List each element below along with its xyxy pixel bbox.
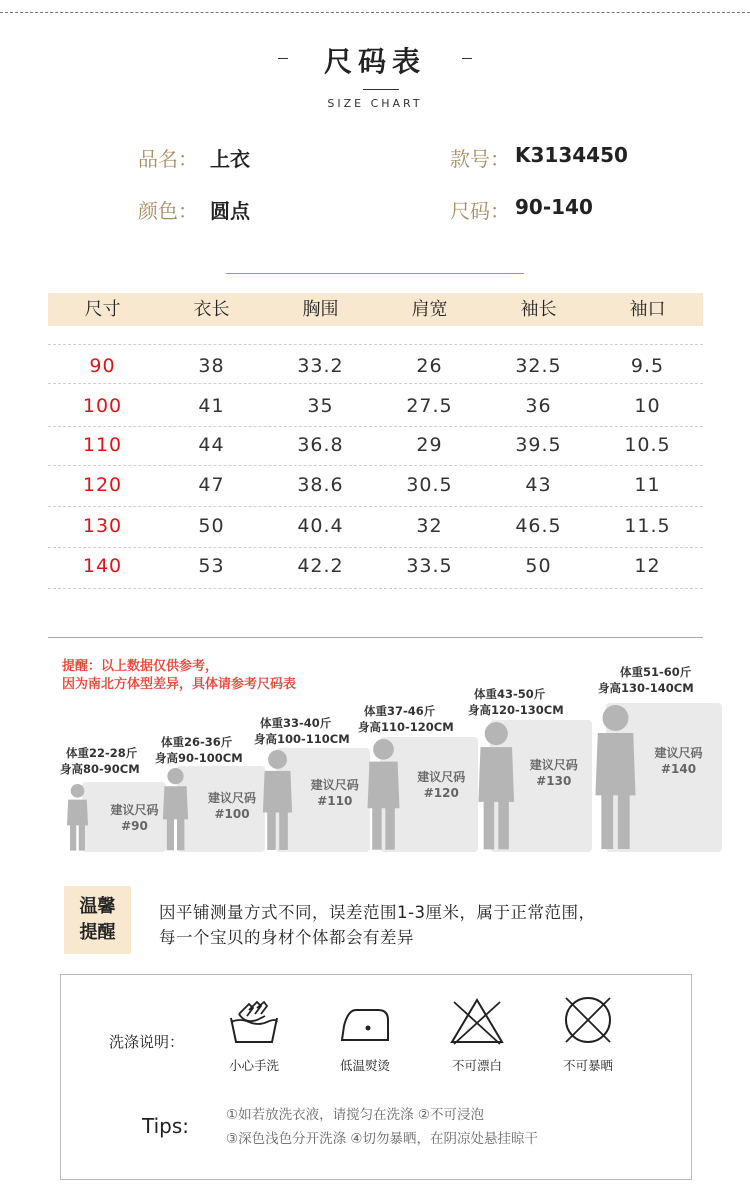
tips-line-2: ③深色浅色分开洗涤 ④切勿暴晒，在阴凉处悬挂晾干 [226,1131,538,1147]
low-iron-label: 低温熨烫 [339,1058,390,1073]
page-subtitle: SIZE CHART [327,97,423,110]
cell-sleeve: 43 [525,474,552,496]
suggest-label: 建议尺码 [529,757,578,772]
product-code-label: 款号： [450,147,510,171]
cell-length: 50 [198,515,225,537]
cell-size: 110 [82,434,123,456]
col-header-cuff: 袖口 [629,299,666,320]
warm-tip-text-1: 因平铺测量方式不同，误差范围1-3厘米，属于正常范围， [159,903,596,922]
child-silhouette-icon [586,703,645,852]
tips-line-1: ①如若放洗衣液，请搅匀在洗涤 ②不可浸泡 [226,1107,484,1123]
kid-weight-label: 体重26-36斤 [161,735,233,749]
kid-height-label: 身高130-140CM [598,681,694,695]
cell-size: 100 [82,395,123,417]
col-header-shoulder: 肩宽 [411,299,448,320]
hand-wash-icon [209,996,299,1052]
col-header-length: 衣长 [193,299,230,320]
suggest-label: 建议尺码 [207,791,256,806]
suggest-label: 建议尺码 [310,778,359,793]
table-row [48,388,703,428]
cell-shoulder: 32 [416,515,443,537]
gold-divider [226,273,524,274]
cell-length: 53 [198,555,225,577]
col-header-sleeve: 袖长 [520,299,557,320]
product-color-value: 圆点 [210,199,250,223]
row-divider [48,344,703,345]
notice-line-2: 因为南北方体型差异，具体请参考尺码表 [62,677,297,692]
cell-sleeve: 32.5 [515,355,562,377]
suggest-size-value: #110 [317,794,353,809]
kid-suggest-size [635,745,722,777]
care-title: 洗涤说明： [109,1033,185,1051]
kid-suggest-size [516,757,593,789]
warm-tip-text-2: 每一个宝贝的身材个体都会有差异 [159,928,414,947]
cell-cuff: 10.5 [624,434,671,456]
cell-sleeve: 46.5 [515,515,562,537]
cell-length: 38 [198,355,225,377]
cell-cuff: 11 [634,474,661,496]
cell-size: 120 [82,474,123,496]
row-divider [48,383,703,384]
cell-chest: 42.2 [297,555,344,577]
kid-weight-label: 体重51-60斤 [620,665,692,679]
low-iron-icon [320,996,410,1052]
title-right-dash [462,58,472,59]
cell-shoulder: 29 [416,434,443,456]
warm-tip-label-1: 温馨 [79,896,116,917]
no-bleach-label: 不可漂白 [451,1058,502,1073]
size-table-header [48,293,703,326]
kid-weight-label: 体重22-28斤 [66,746,138,760]
table-row [48,508,703,548]
title-left-dash [278,58,288,59]
cell-shoulder: 26 [416,355,443,377]
notice-line-1: 提醒：以上数据仅供参考， [62,659,219,674]
cell-chest: 36.8 [297,434,344,456]
cell-sleeve: 39.5 [515,434,562,456]
cell-length: 47 [198,474,225,496]
suggest-label: 建议尺码 [417,770,466,785]
suggest-size-value: #100 [214,807,250,822]
kid-weight-label: 体重37-46斤 [364,704,436,718]
tips-label: Tips: [142,1114,190,1138]
kid-height-label: 身高100-110CM [254,732,350,746]
no-tumble-dry-icon [543,992,633,1052]
cell-chest: 35 [307,395,334,417]
title-block [0,40,750,84]
title-underline [363,89,399,90]
kid-height-label: 身高80-90CM [60,762,140,776]
row-divider [48,588,703,589]
suggest-size-value: #130 [536,773,572,788]
col-header-chest: 胸围 [302,299,339,320]
product-color-label: 颜色： [138,199,198,223]
cell-chest: 33.2 [297,355,344,377]
cell-size: 140 [82,555,123,577]
hand-wash-label: 小心手洗 [228,1058,279,1073]
kid-weight-label: 体重33-40斤 [260,716,332,730]
suggest-label: 建议尺码 [110,802,159,817]
suggest-label: 建议尺码 [654,745,703,760]
row-divider [48,506,703,507]
child-silhouette-icon [157,766,194,852]
suggest-size-value: #140 [660,761,697,776]
gray-divider [48,637,703,638]
cell-length: 41 [198,395,225,417]
kid-suggest-size [405,769,479,801]
no-tumble-dry-label: 不可暴晒 [562,1058,613,1073]
kid-height-label: 身高90-100CM [155,751,243,765]
product-name-label: 品名： [138,147,198,171]
cell-shoulder: 33.5 [406,555,453,577]
table-row [48,467,703,507]
table-row [48,548,703,588]
cell-shoulder: 30.5 [406,474,453,496]
cell-cuff: 10 [634,395,661,417]
child-silhouette-icon [360,737,407,852]
table-row [48,427,703,467]
cell-chest: 40.4 [297,515,344,537]
cell-size: 90 [89,355,116,377]
kid-height-label: 身高110-120CM [358,720,454,734]
product-name-value: 上衣 [210,147,250,171]
product-size-value: 90-140 [515,195,593,219]
child-silhouette-icon [256,748,299,852]
top-dashed-divider [0,12,750,13]
child-silhouette-icon [62,782,93,852]
cell-size: 130 [82,515,123,537]
kid-height-label: 身高120-130CM [468,703,564,717]
cell-shoulder: 27.5 [406,395,453,417]
row-divider [48,465,703,466]
col-header-size: 尺寸 [84,299,121,320]
cell-length: 44 [198,434,225,456]
cell-cuff: 12 [634,555,661,577]
cell-cuff: 11.5 [624,515,671,537]
suggest-size-value: #90 [121,818,148,833]
product-code-value: K3134450 [515,143,628,167]
suggest-size-value: #120 [423,786,459,801]
warm-tip-label-2: 提醒 [79,922,116,943]
page-title: 尺码表 [323,45,426,78]
cell-sleeve: 36 [525,395,552,417]
no-bleach-icon [432,996,522,1052]
kid-weight-label: 体重43-50斤 [474,687,546,701]
cell-sleeve: 50 [525,555,552,577]
cell-chest: 38.6 [297,474,344,496]
warm-tip-badge [64,886,131,954]
cell-cuff: 9.5 [630,355,665,377]
table-row [48,348,703,388]
product-size-label: 尺码： [450,199,510,223]
